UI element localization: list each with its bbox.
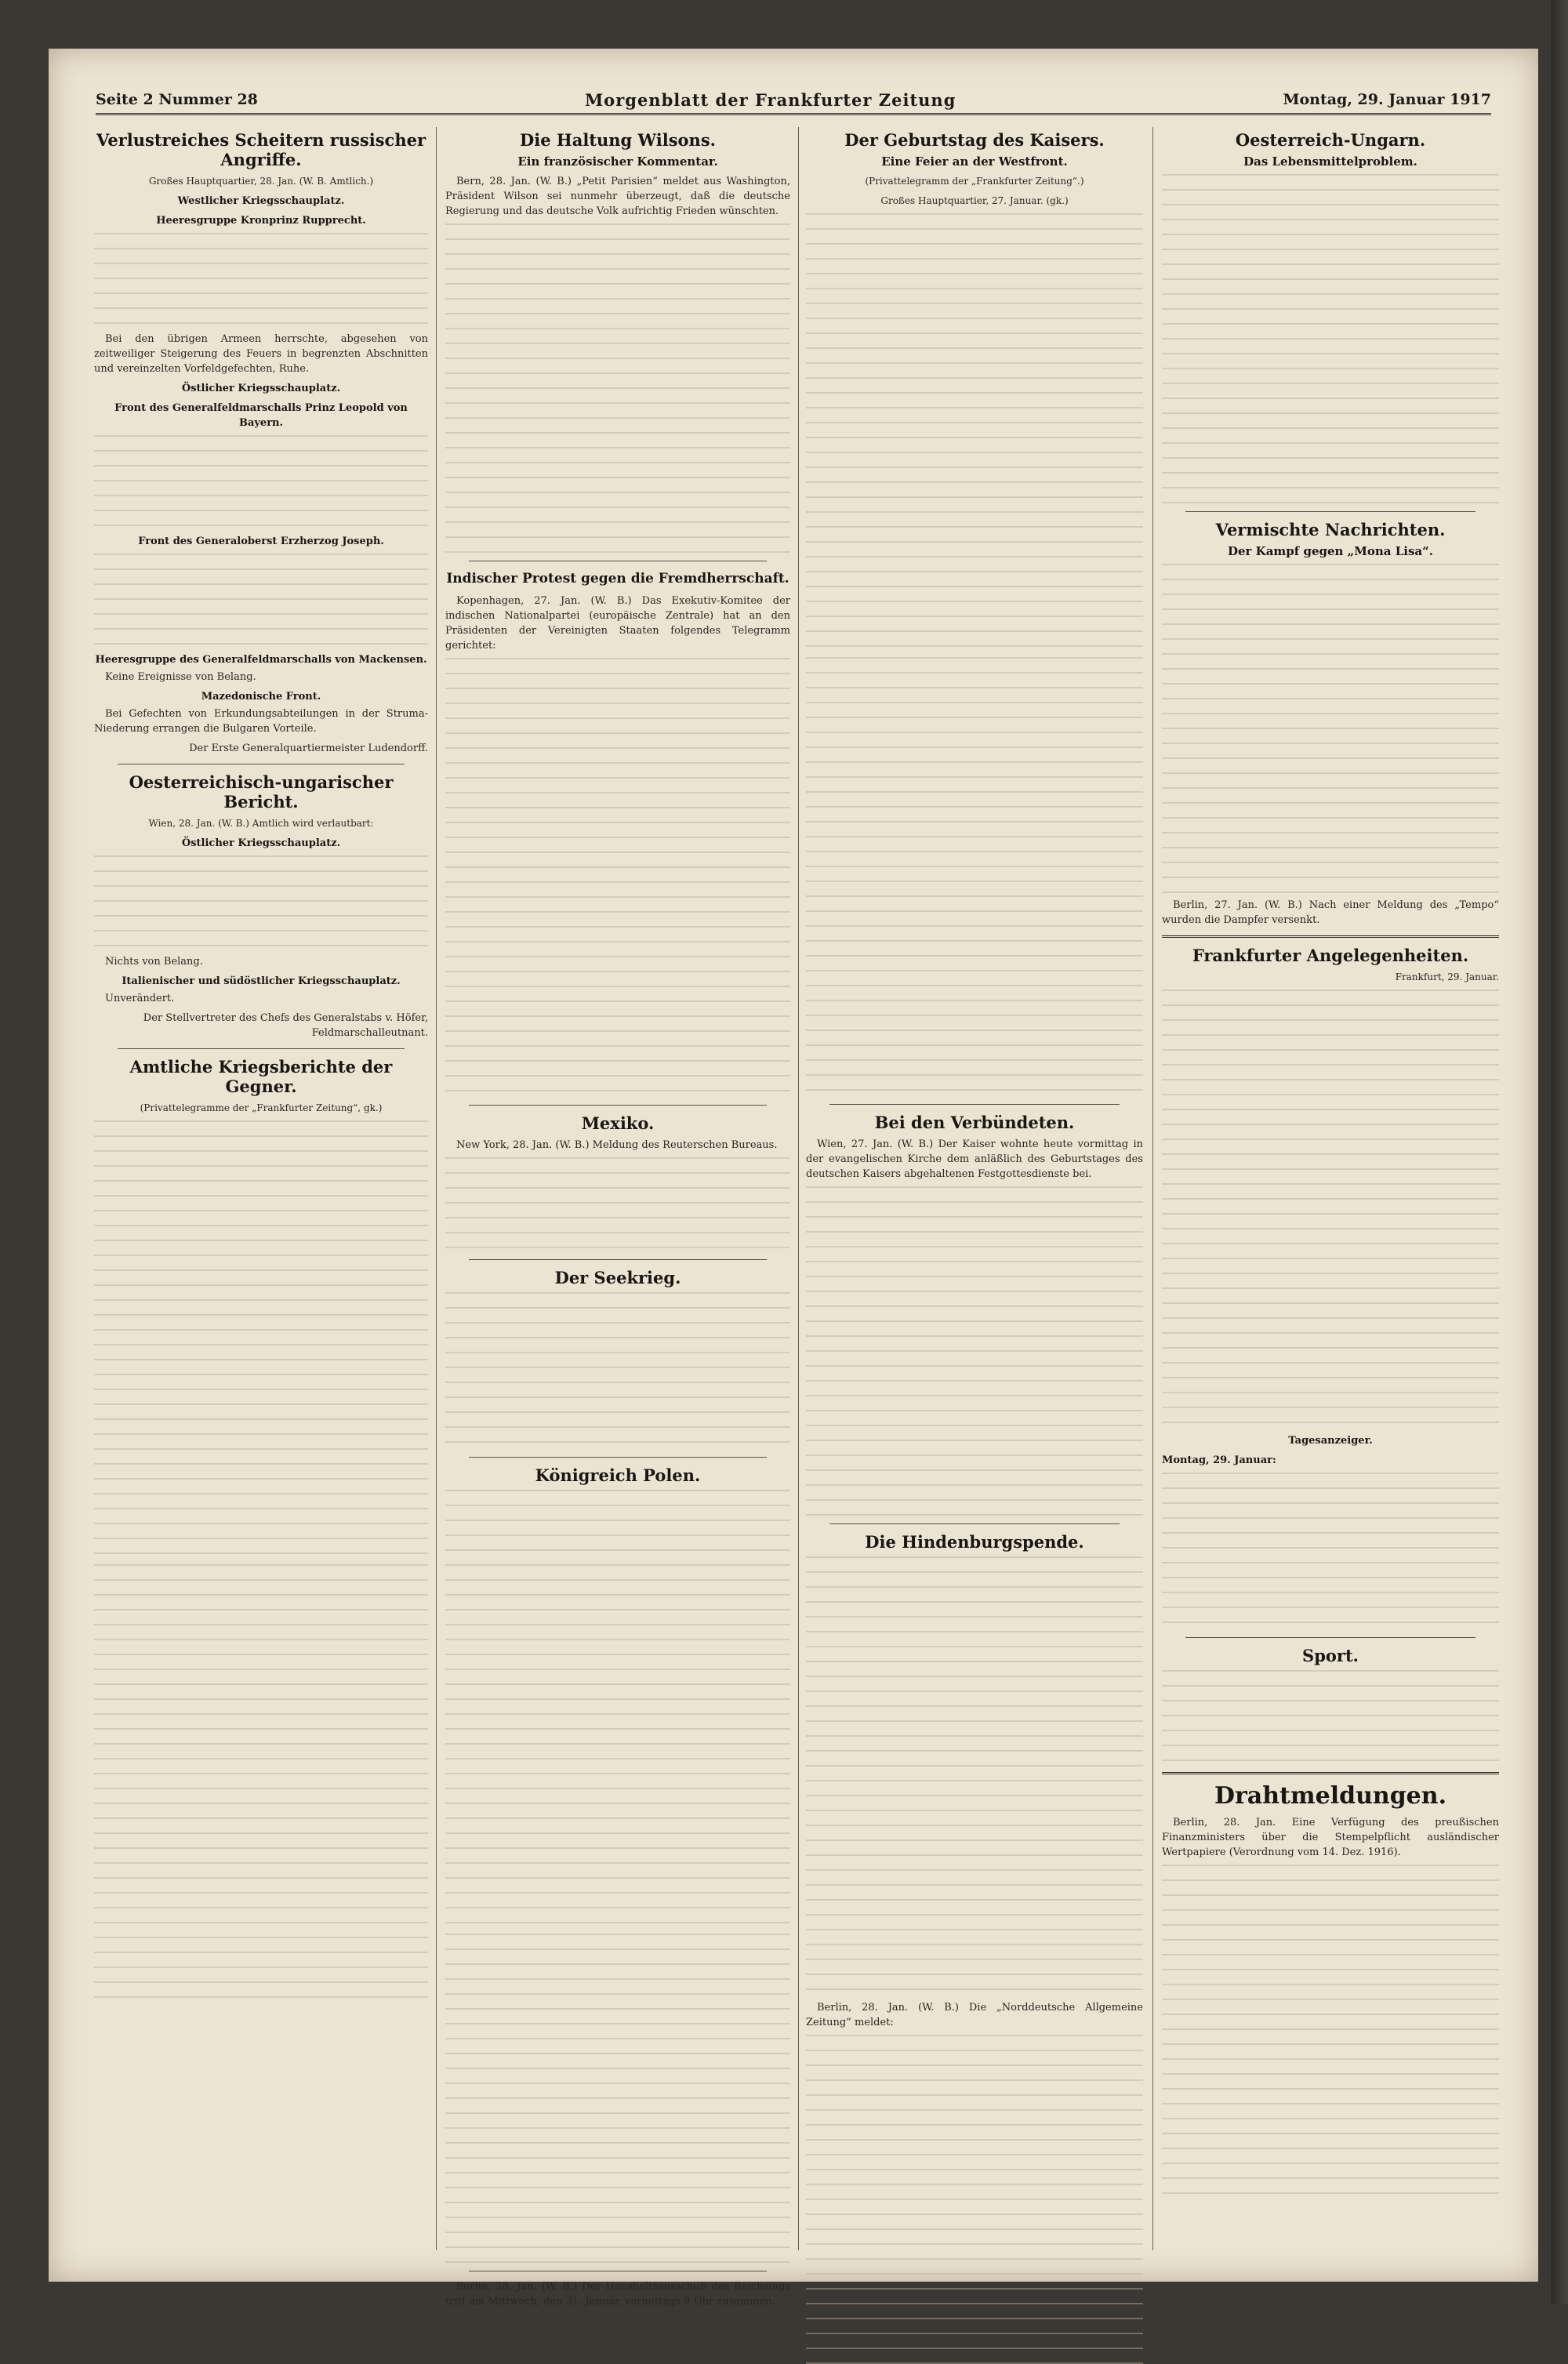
- column-separator: [798, 127, 799, 2250]
- article-text-block: [94, 855, 428, 950]
- column-1: [94, 127, 428, 2250]
- section-kicker: Heeresgruppe Kronprinz Rupprecht.: [156, 215, 366, 227]
- article-headline: Oesterreichisch-ungarischer Bericht.: [129, 772, 394, 812]
- article-paragraph: Berlin, 28. Jan. (W. B.) Der Haushaltsausschuß des Reichstags tritt am Mittwoch, den 31. Januar, vormittags 9 Uhr zusammen.: [445, 2281, 790, 2308]
- article-signature: Der Erste Generalquartiermeister Ludendorff.: [189, 743, 428, 754]
- section-kicker: Front des Generaloberst Erzherzog Joseph.: [138, 536, 384, 547]
- divider: [469, 1105, 767, 1106]
- article-headline: Indischer Protest gegen die Fremdherrschaft.: [446, 571, 789, 586]
- section-kicker: Italienischer und südöstlicher Kriegsschauplatz.: [122, 975, 401, 987]
- article-text-block: [445, 1292, 790, 1449]
- article-text-block: [445, 658, 790, 1097]
- divider: [1185, 511, 1475, 512]
- article-text-block: [806, 2035, 1143, 2364]
- page-number: Seite 2 Nummer 28: [96, 91, 258, 108]
- article-text-block: [94, 554, 428, 648]
- article-paragraph: Berlin, 28. Jan. Eine Verfügung des preußischen Finanzministers über die Stempelpflicht ausländischer Wertpapiere (Verordnung vom 14. Dez. 1916).: [1162, 1817, 1499, 1858]
- article-text-block: [445, 1157, 790, 1251]
- article-dateline: (Privattelegramm der „Frankfurter Zeitung“.): [865, 176, 1084, 187]
- article-headline: Amtliche Kriegsberichte der Gegner.: [129, 1057, 393, 1096]
- section-kicker: Front des Generalfeldmarschalls Prinz Leopold von Bayern.: [114, 402, 408, 429]
- column-separator: [1152, 127, 1153, 2250]
- article-headline: Verlustreiches Scheitern russischer Angriffe.: [96, 130, 426, 169]
- article-headline: Der Geburtstag des Kaisers.: [844, 130, 1105, 150]
- article-headline: Sport.: [1302, 1646, 1359, 1665]
- divider: [829, 1523, 1120, 1524]
- article-paragraph: Berlin, 28. Jan. (W. B.) Die „Norddeutsche Allgemeine Zeitung“ meldet:: [806, 2002, 1143, 2028]
- article-dateline: Wien, 28. Jan. (W. B.) Amtlich wird verlautbart:: [148, 818, 374, 829]
- article-paragraph: Wien, 27. Jan. (W. B.) Der Kaiser wohnte heute vormittag in der evangelischen Kirche dem anläßlich des Geburtstages des deutschen Kaisers abgehaltenen Festgottesdienste bei.: [806, 1138, 1143, 1180]
- article-paragraph: Bei den übrigen Armeen herrschte, abgesehen von zeitweiliger Steigerung des Feuers in begrenzten Abschnitten und vereinzelten Vorfeldgefechten, Ruhe.: [94, 333, 428, 375]
- article-headline: Mexiko.: [581, 1113, 655, 1133]
- article-paragraph: Nichts von Belang.: [105, 956, 203, 968]
- article-headline: Die Hindenburgspende.: [865, 1532, 1084, 1552]
- divider: [469, 1259, 767, 1260]
- article-text-block: [94, 233, 428, 327]
- article-dateline: Großes Hauptquartier, 27. Januar. (gk.): [880, 195, 1069, 206]
- article-text-block: [445, 223, 790, 553]
- schedule-listing: [1162, 1473, 1499, 1629]
- newspaper-title: Morgenblatt der Frankfurter Zeitung: [584, 89, 956, 110]
- divider: [469, 1457, 767, 1458]
- article-text-block: [445, 1934, 790, 2263]
- section-kicker: Mazedonische Front.: [201, 691, 321, 703]
- section-kicker: Heeresgruppe des Generalfeldmarschalls von Mackensen.: [95, 654, 427, 666]
- article-subheadline: Der Kampf gegen „Mona Lisa“.: [1227, 544, 1433, 558]
- article-text-block: [1162, 1670, 1499, 1764]
- article-paragraph: Kopenhagen, 27. Jan. (W. B.) Das Exekutiv-Komitee der indischen Nationalpartei (europäische Zentrale) hat an den Präsidenten der Vereinigten Staaten folgendes Telegramm gerichtet:: [445, 595, 790, 652]
- article-paragraph: Bei Gefechten von Erkundungsabteilungen in der Struma-Niederung errangen die Bulgaren Vorteile.: [94, 708, 428, 735]
- article-subheadline: Das Lebensmittelproblem.: [1243, 154, 1417, 169]
- article-dateline: Frankfurt, 29. Januar.: [1395, 971, 1499, 982]
- article-text-block: [1162, 1865, 1499, 2194]
- article-headline: Oesterreich-Ungarn.: [1235, 130, 1426, 150]
- article-paragraph: Bern, 28. Jan. (W. B.) „Petit Parisien“ meldet aus Washington, Präsident Wilson sei nunmehr überzeugt, daß die deutsche Regierung und das deutsche Volk aufrichtig Frieden wünschten.: [445, 176, 790, 217]
- divider: [118, 1048, 405, 1049]
- article-text-block: [94, 1120, 428, 1560]
- article-headline: Die Haltung Wilsons.: [520, 130, 716, 150]
- article-headline: Drahtmeldungen.: [1214, 1782, 1447, 1810]
- article-text-block: [94, 1564, 428, 2003]
- page-header: [96, 86, 1491, 115]
- article-text-block: [445, 1490, 790, 1929]
- article-text-block: [1162, 174, 1499, 503]
- divider: [1162, 935, 1499, 938]
- article-headline: Der Seekrieg.: [554, 1268, 681, 1287]
- article-paragraph: New York, 28. Jan. (W. B.) Meldung des Reuterschen Bureaus.: [456, 1139, 778, 1151]
- divider: [1162, 1772, 1499, 1774]
- section-kicker: Westlicher Kriegsschauplatz.: [177, 195, 345, 207]
- article-headline: Bei den Verbündeten.: [874, 1113, 1075, 1132]
- column-3: [806, 127, 1143, 2250]
- divider: [829, 1104, 1120, 1105]
- article-signature: Der Stellvertreter des Chefs des Generalstabs v. Höfer, Feldmarschalleutnant.: [143, 1012, 428, 1039]
- section-kicker: Östlicher Kriegsschauplatz.: [181, 837, 341, 849]
- article-dateline: Großes Hauptquartier, 28. Jan. (W. B. Amtlich.): [148, 176, 374, 187]
- section-kicker: Östlicher Kriegsschauplatz.: [181, 383, 341, 394]
- adjacent-page-edge: [1551, 0, 1568, 2304]
- article-headline: Frankfurter Angelegenheiten.: [1192, 946, 1469, 965]
- article-text-block: [806, 1556, 1143, 1995]
- column-separator: [436, 127, 437, 2250]
- article-paragraph: Keine Ereignisse von Belang.: [105, 671, 256, 683]
- article-text-block: [94, 435, 428, 529]
- newspaper-page: [49, 49, 1538, 2308]
- article-paragraph: Berlin, 27. Jan. (W. B.) Nach einer Meldung des „Tempo“ wurden die Dampfer versenkt.: [1162, 899, 1499, 926]
- article-text-block: [1162, 564, 1499, 893]
- article-text-block: [806, 213, 1143, 652]
- issue-date: Montag, 29. Januar 1917: [1283, 91, 1491, 108]
- article-text-block: [806, 1186, 1143, 1516]
- article-subheadline: Ein französischer Kommentar.: [517, 154, 718, 169]
- article-headline: Königreich Polen.: [535, 1465, 701, 1485]
- article-text-block: [806, 657, 1143, 1096]
- column-4: [1162, 127, 1499, 2250]
- divider: [1185, 1637, 1475, 1638]
- article-text-block: [1162, 990, 1499, 1429]
- article-subheadline: Eine Feier an der Westfront.: [881, 154, 1068, 169]
- section-kicker: Montag, 29. Januar:: [1162, 1454, 1276, 1466]
- article-dateline: (Privattelegramme der „Frankfurter Zeitung“, gk.): [140, 1102, 383, 1113]
- article-paragraph: Unverändert.: [105, 993, 175, 1004]
- section-kicker: Tagesanzeiger.: [1288, 1435, 1373, 1447]
- column-2: [445, 127, 790, 2308]
- article-headline: Vermischte Nachrichten.: [1215, 520, 1446, 539]
